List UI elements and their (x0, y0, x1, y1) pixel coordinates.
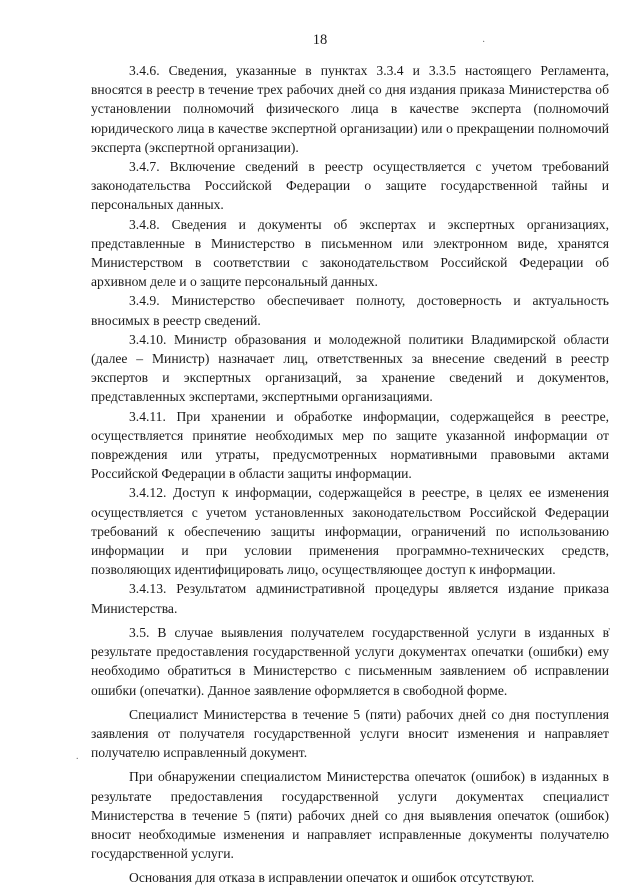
paragraph-3-4-6: 3.4.6. Сведения, указанные в пунктах 3.3.4 и 3.3.5 настоящего Регламента, вносятся в реестр в течение трех рабочих дней со дня издания приказа Министерства об установлении полномочий физического лица в качестве эксперта (полномочий юридического лица в качестве экспертной организации) или о прекращении полномочий эксперта (экспертной организации). (91, 63, 609, 155)
paragraph-3-5: 3.5. В случае выявления получателем государственной услуги в изданных в результате предоставления государственной услуги документах опечатки (ошибки) ему необходимо обратиться в Министерство с письменным заявлением об исправлении ошибки (опечатки). Данное заявление оформляется в свободной форме. (91, 624, 609, 698)
paragraph-3-4-7: 3.4.7. Включение сведений в реестр осуществляется с учетом требований законодательства Российской Федерации о защите государственной тайны и персональных данных. (91, 159, 609, 213)
scan-speck: , (608, 621, 611, 632)
paragraph-3-4-11: 3.4.11. При хранении и обработке информации, содержащейся в реестре, осуществляется принятие необходимых мер по защите указанной информации от повреждения или утраты, предусмотренных нормативными правовыми актами Российской Федерации в области защиты информации. (91, 408, 609, 482)
page-number: 18 (312, 32, 328, 48)
paragraph-3-4-12: 3.4.12. Доступ к информации, содержащейся в реестре, в целях ее изменения осуществляется с учетом установленных законодательством Российской Федерации требований к обеспечению защиты информации, ограничений по использованию информации и при условии применения программно-технических средств, позволяющих идентифицировать лицо, осуществляющее доступ к информации. (91, 485, 609, 578)
scan-speck: . (76, 751, 79, 762)
paragraph-3-4-9: 3.4.9. Министерство обеспечивает полноту, достоверность и актуальность вносимых в реестр сведений. (91, 293, 609, 328)
paragraph-errors-detected: При обнаружении специалистом Министерства опечаток (ошибок) в изданных в результате предоставления государственной услуги документах специалист Министерства в течение 5 (пяти) рабочих дней со дня выявления опечаток (ошибок) вносит необходимые изменения и направляет исправленные документы получателю государственной услуги. (91, 769, 609, 862)
paragraph-3-4-8: 3.4.8. Сведения и документы об экспертах и экспертных организациях, представленные в Министерство в письменном или электронном виде, хранятся Министерством в соответствии с законодательством Российской Федерации об архивном деле и о защите персональный данных. (91, 216, 609, 290)
paragraph-specialist-corrections: Специалист Министерства в течение 5 (пяти) рабочих дней со дня поступления заявления от получателя государственной услуги вносит изменения и направляет получателю исправленный документ. (91, 706, 609, 761)
paragraph-3-4-10: 3.4.10. Министр образования и молодежной политики Владимирской области (далее – Министр) назначает лиц, ответственных за внесение сведений в реестр экспертов и экспертных организаций, за хранение сведений и документов, представленных экспертами, экспертными организациями. (91, 331, 609, 405)
paragraph-refusal-grounds: Основания для отказа в исправлении опечаток и ошибок отсутствуют. (129, 870, 535, 886)
paragraph-3-4-13: 3.4.13. Результатом административной процедуры является издание приказа Министерства. (91, 581, 609, 616)
scan-speck: · (482, 37, 486, 48)
document-body (91, 61, 609, 888)
